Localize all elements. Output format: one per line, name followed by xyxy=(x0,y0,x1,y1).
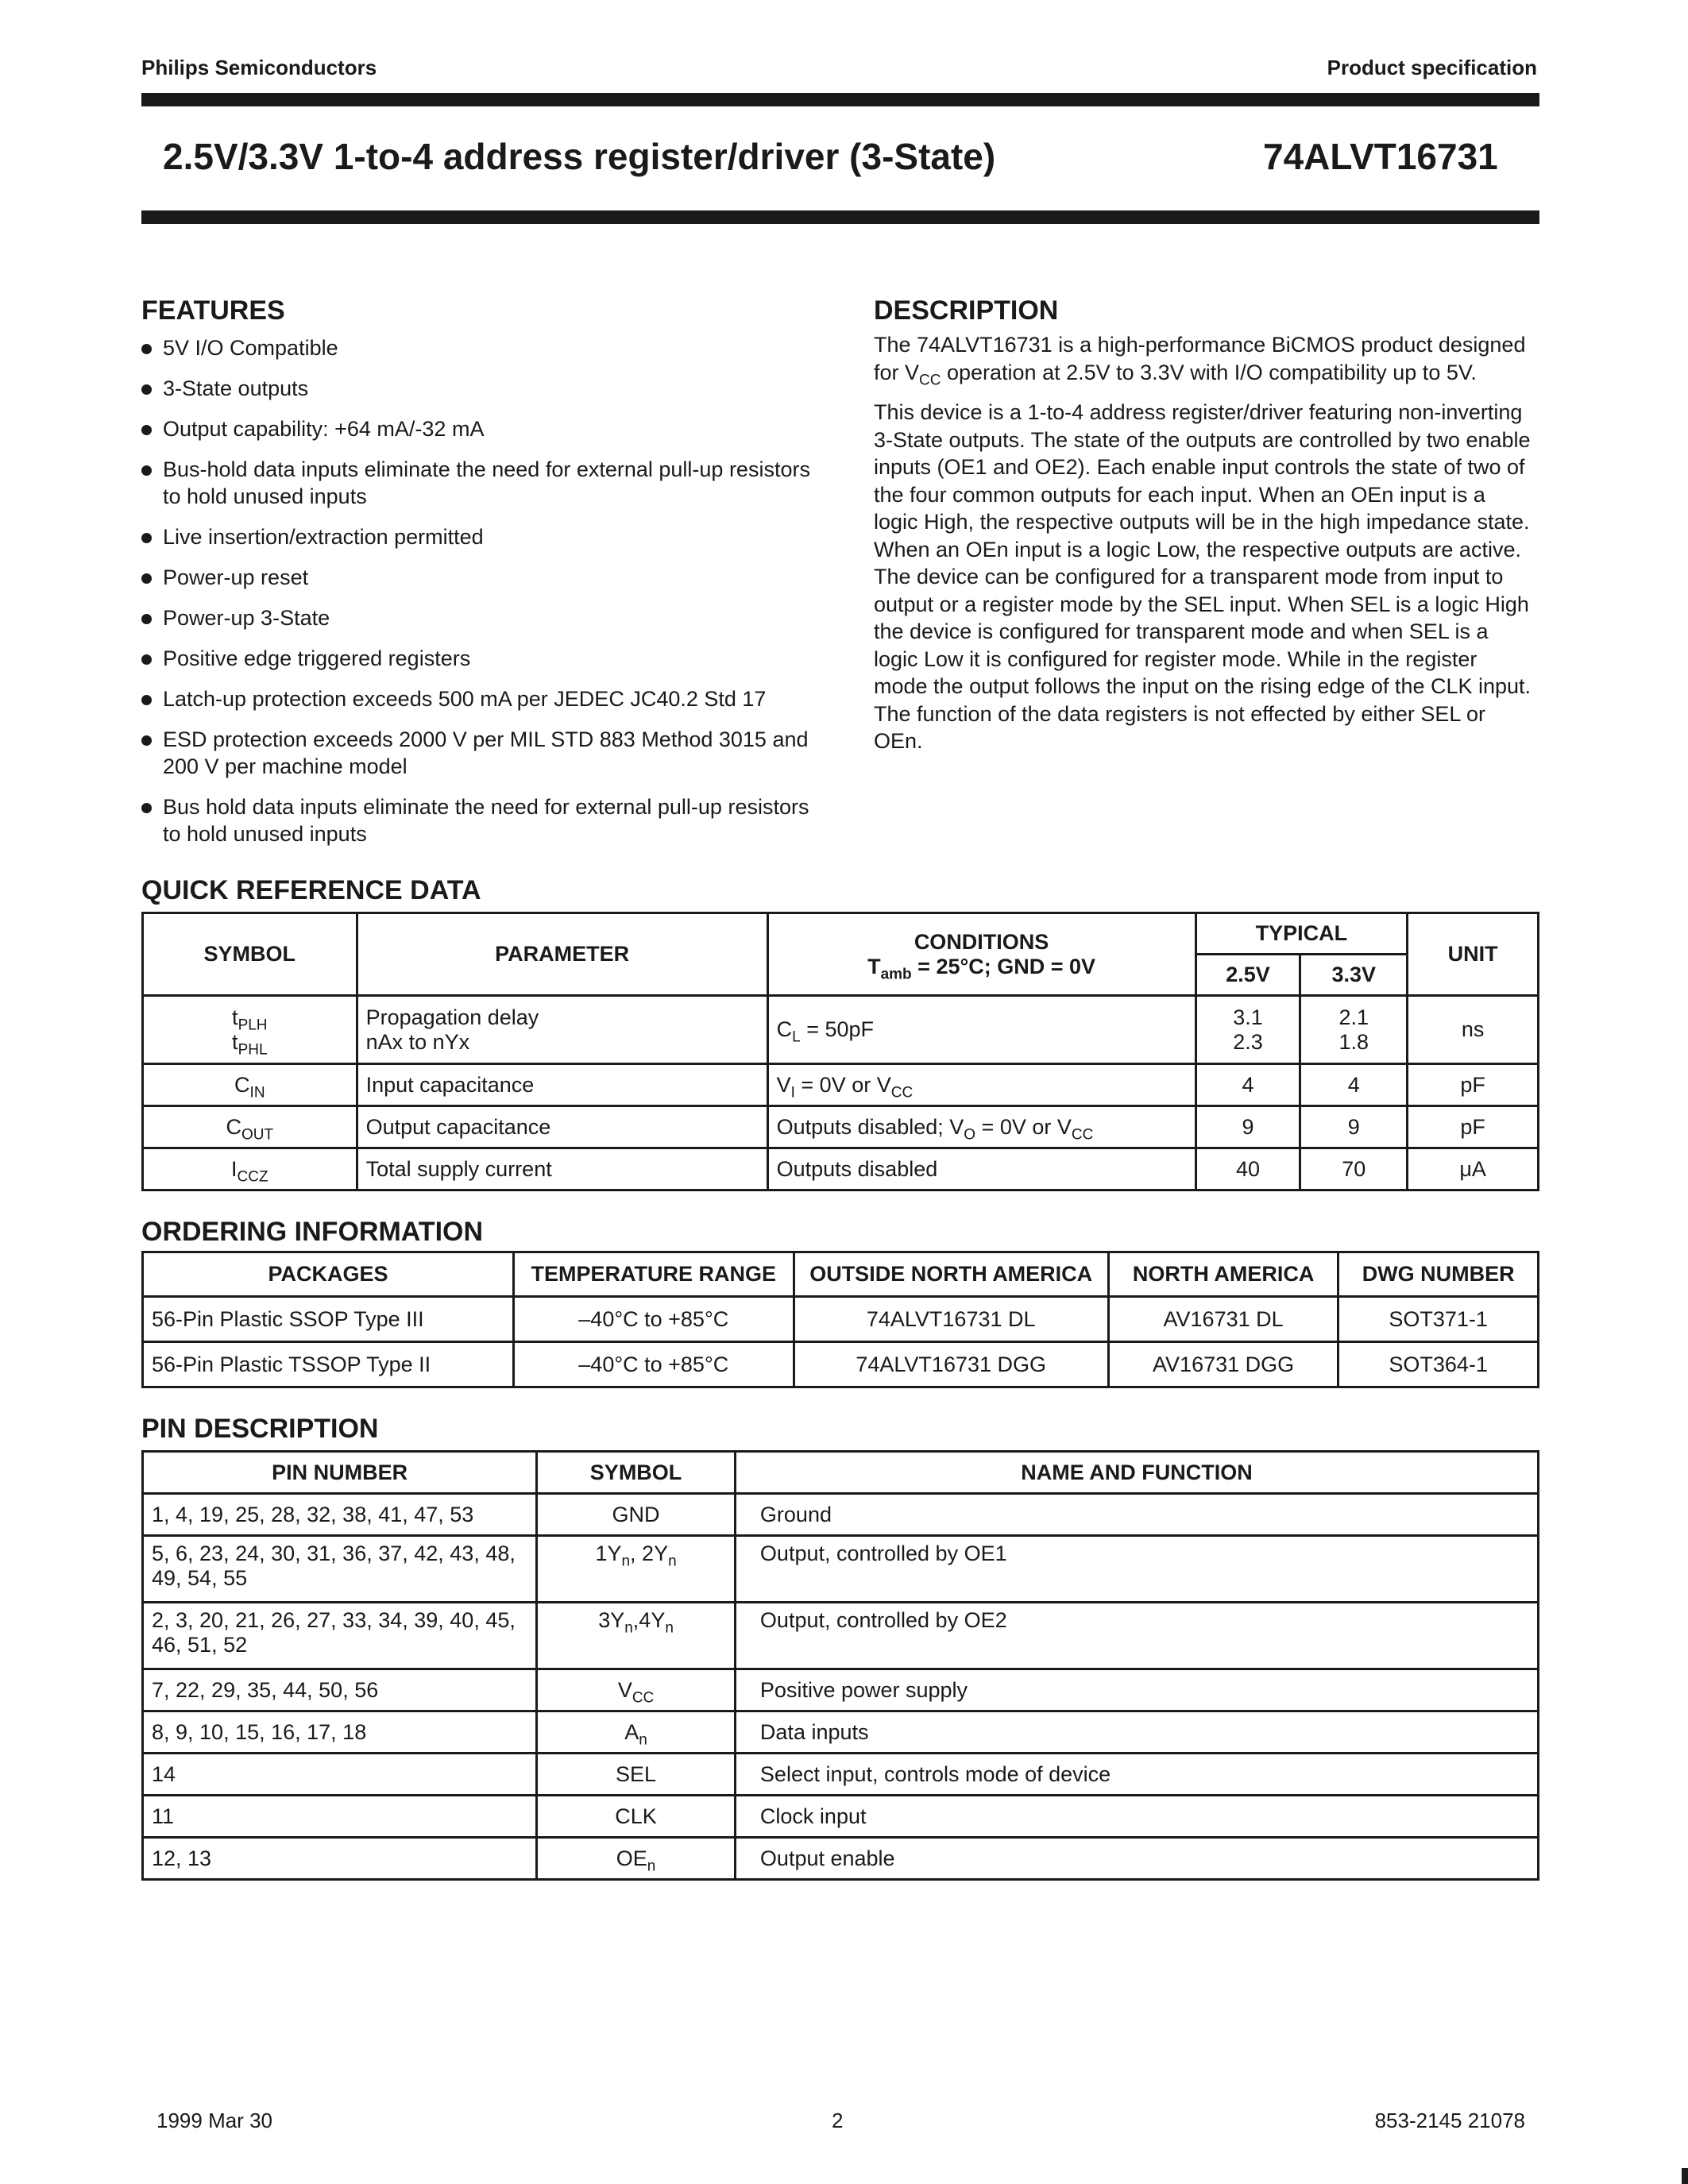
function-cell: Positive power supply xyxy=(735,1669,1538,1711)
temperature-cell: –40°C to +85°C xyxy=(513,1297,794,1342)
feature-item: Positive edge triggered registers xyxy=(141,645,825,672)
pin-description-table xyxy=(141,1450,1539,1881)
features-heading: FEATURES xyxy=(141,295,285,326)
feature-item: Bus hold data inputs eliminate the need for external pull-up resistors to hold unused inputs xyxy=(141,793,825,847)
parameter-cell: Output capacitance xyxy=(357,1106,767,1148)
table-row xyxy=(143,1494,1539,1536)
package-cell: 56-Pin Plastic TSSOP Type II xyxy=(143,1342,514,1387)
dwg-number-cell: SOT371-1 xyxy=(1338,1297,1539,1342)
pin-number-cell: 1, 4, 19, 25, 28, 32, 38, 41, 47, 53 xyxy=(143,1494,537,1536)
value-2v5-cell: 3.1 2.3 xyxy=(1196,996,1300,1064)
quick-reference-table xyxy=(141,912,1539,1191)
page-corner-mark xyxy=(1682,2168,1688,2184)
outside-na-cell: 74ALVT16731 DGG xyxy=(794,1342,1108,1387)
pin-description-heading: PIN DESCRIPTION xyxy=(141,1414,379,1444)
function-cell: Output, controlled by OE1 xyxy=(735,1536,1538,1603)
feature-item: 5V I/O Compatible xyxy=(141,334,825,361)
conditions-cell: $V_I = 0V$ or $V_{CC}$ xyxy=(767,1064,1196,1106)
ordering-table xyxy=(141,1251,1539,1388)
function-cell: Output enable xyxy=(735,1838,1538,1880)
value-3v3-cell: 70 xyxy=(1300,1148,1408,1190)
feature-item: Power-up 3-State xyxy=(141,604,825,631)
description-paragraph-1: The 74ALVT16731 is a high-performance BiCMOS product designed for $V_{CC}$ operation at 2.5V to 3.3V with I/O compatibility up to 5V. xyxy=(874,333,1526,388)
parameter-cell: Propagation delay nAx to nYx xyxy=(357,996,767,1064)
document-title: 2.5V/3.3V 1-to-4 address register/driver (3-State) xyxy=(163,136,996,177)
function-cell: Data inputs xyxy=(735,1711,1538,1754)
symbol-cell: $A_n$ xyxy=(537,1711,736,1754)
feature-item: Output capability: +64 mA/-32 mA xyxy=(141,415,825,442)
symbol-cell: SEL xyxy=(537,1754,736,1796)
unit-cell: pF xyxy=(1408,1064,1539,1106)
footer-page-number: 2 xyxy=(832,2109,844,2132)
symbol-cell: GND xyxy=(537,1494,736,1536)
feature-item: Power-up reset xyxy=(141,564,825,591)
function-cell: Output, controlled by OE2 xyxy=(735,1603,1538,1669)
col-unit: UNIT xyxy=(1408,913,1539,996)
value-3v3-cell: 4 xyxy=(1300,1064,1408,1106)
value-2v5-cell: 40 xyxy=(1196,1148,1300,1190)
footer-date: 1999 Mar 30 xyxy=(156,2109,272,2132)
unit-cell: ns xyxy=(1408,996,1539,1064)
function-cell: Select input, controls mode of device xyxy=(735,1754,1538,1796)
table-header-row xyxy=(143,913,1539,955)
north-america-cell: AV16731 DL xyxy=(1108,1297,1338,1342)
company-name: Philips Semiconductors xyxy=(141,56,377,79)
col-dwg-number: DWG NUMBER xyxy=(1338,1252,1539,1297)
symbol-cell: $V_{CC}$ xyxy=(537,1669,736,1711)
col-symbol: SYMBOL xyxy=(143,913,357,996)
col-pin-number: PIN NUMBER xyxy=(143,1452,537,1494)
table-row xyxy=(143,996,1539,1064)
table-row xyxy=(143,1711,1539,1754)
pin-number-cell: 2, 3, 20, 21, 26, 27, 33, 34, 39, 40, 45, 46, 51, 52 xyxy=(143,1603,537,1669)
north-america-cell: AV16731 DGG xyxy=(1108,1342,1338,1387)
feature-item: Live insertion/extraction permitted xyxy=(141,523,825,550)
document-type: Product specification xyxy=(1327,56,1537,79)
conditions-cell: $C_L = 50pF$ xyxy=(767,996,1196,1064)
feature-item: ESD protection exceeds 2000 V per MIL STD 883 Method 3015 and 200 V per machine model xyxy=(141,726,825,780)
footer-document-code: 853-2145 21078 xyxy=(1374,2109,1525,2132)
description-paragraph-2: This device is a 1-to-4 address register/driver featuring non-inverting 3-State outputs. The state of the outputs are controlled by two enable inputs (OE1 and OE2). Each enable input controls the state of two of the four common outputs for each input. When an OEn input is a logic High, the respective outputs will be in the high impedance state. When an OEn input is a logic Low, the respective outputs are active. The device can be configured for a transparent mode from input to output or a register mode by the SEL input. When SEL is a logic High the device is configured for transparent mode and when SEL is a logic Low it is configured for register mode. While in the register mode the output follows the input on the rising edge of the CLK input. The function of the data registers is not effected by either SEL or OEn. xyxy=(874,400,1532,753)
value-3v3-cell: 9 xyxy=(1300,1106,1408,1148)
pin-number-cell: 11 xyxy=(143,1796,537,1838)
symbol-cell: $3Y_n,4Y_n$ xyxy=(537,1603,736,1669)
outside-na-cell: 74ALVT16731 DL xyxy=(794,1297,1108,1342)
col-packages: PACKAGES xyxy=(143,1252,514,1297)
features-section xyxy=(141,295,825,861)
table-header-row xyxy=(143,1252,1539,1297)
table-header-row xyxy=(143,1452,1539,1494)
table-row xyxy=(143,1064,1539,1106)
col-name-and-function: NAME AND FUNCTION xyxy=(735,1452,1538,1494)
table-row xyxy=(143,1796,1539,1838)
table-row xyxy=(143,1106,1539,1148)
pin-number-cell: 14 xyxy=(143,1754,537,1796)
col-conditions: CONDITIONS $T_{amb} = 25^\circ C$; GND = 0V xyxy=(767,913,1196,996)
pin-number-cell: 7, 22, 29, 35, 44, 50, 56 xyxy=(143,1669,537,1711)
col-typical-2v5: 2.5V xyxy=(1196,955,1300,996)
symbol-cell: $OE_n$ xyxy=(537,1838,736,1880)
symbol-cell: $1Y_n$, $2Y_n$ xyxy=(537,1536,736,1603)
features-list xyxy=(141,334,825,847)
col-outside-north-america: OUTSIDE NORTH AMERICA xyxy=(794,1252,1108,1297)
conditions-cell: Outputs disabled; $V_O = 0V$ or $V_{CC}$ xyxy=(767,1106,1196,1148)
conditions-cell: Outputs disabled xyxy=(767,1148,1196,1190)
value-3v3-cell: 2.1 1.8 xyxy=(1300,996,1408,1064)
table-row xyxy=(143,1754,1539,1796)
symbol-cell: $t_{PLH}$ $t_{PHL}$ xyxy=(143,996,357,1064)
col-north-america: NORTH AMERICA xyxy=(1108,1252,1338,1297)
ordering-heading: ORDERING INFORMATION xyxy=(141,1217,484,1247)
function-cell: Clock input xyxy=(735,1796,1538,1838)
feature-item: 3-State outputs xyxy=(141,375,825,402)
table-row xyxy=(143,1536,1539,1603)
symbol-cell: $C_{IN}$ xyxy=(143,1064,357,1106)
pin-number-cell: 8, 9, 10, 15, 16, 17, 18 xyxy=(143,1711,537,1754)
col-typical: TYPICAL xyxy=(1196,913,1408,955)
function-cell: Ground xyxy=(735,1494,1538,1536)
header-top-bar xyxy=(141,93,1539,106)
feature-item: Bus-hold data inputs eliminate the need for external pull-up resistors to hold unused inputs xyxy=(141,456,825,510)
unit-cell: pF xyxy=(1408,1106,1539,1148)
unit-cell: μA xyxy=(1408,1148,1539,1190)
symbol-cell: $I_{CCZ}$ xyxy=(143,1148,357,1190)
symbol-cell: $C_{OUT}$ xyxy=(143,1106,357,1148)
col-typical-3v3: 3.3V xyxy=(1300,955,1408,996)
part-number: 74ALVT16731 xyxy=(1263,136,1498,177)
header-bottom-bar xyxy=(141,210,1539,224)
temperature-cell: –40°C to +85°C xyxy=(513,1342,794,1387)
table-row xyxy=(143,1603,1539,1669)
parameter-cell: Total supply current xyxy=(357,1148,767,1190)
table-row xyxy=(143,1669,1539,1711)
value-2v5-cell: 4 xyxy=(1196,1064,1300,1106)
table-row xyxy=(143,1838,1539,1880)
parameter-cell: Input capacitance xyxy=(357,1064,767,1106)
table-row xyxy=(143,1148,1539,1190)
pin-number-cell: 5, 6, 23, 24, 30, 31, 36, 37, 42, 43, 48, 49, 54, 55 xyxy=(143,1536,537,1603)
symbol-cell: CLK xyxy=(537,1796,736,1838)
pin-number-cell: 12, 13 xyxy=(143,1838,537,1880)
package-cell: 56-Pin Plastic SSOP Type III xyxy=(143,1297,514,1342)
value-2v5-cell: 9 xyxy=(1196,1106,1300,1148)
col-parameter: PARAMETER xyxy=(357,913,767,996)
table-row xyxy=(143,1342,1539,1387)
dwg-number-cell: SOT364-1 xyxy=(1338,1342,1539,1387)
description-heading: DESCRIPTION xyxy=(874,295,1059,326)
quick-reference-heading: QUICK REFERENCE DATA xyxy=(141,875,481,905)
table-row xyxy=(143,1297,1539,1342)
description-section xyxy=(874,295,1533,768)
col-symbol: SYMBOL xyxy=(537,1452,736,1494)
col-temperature-range: TEMPERATURE RANGE xyxy=(513,1252,794,1297)
feature-item: Latch-up protection exceeds 500 mA per JEDEC JC40.2 Std 17 xyxy=(141,685,825,712)
